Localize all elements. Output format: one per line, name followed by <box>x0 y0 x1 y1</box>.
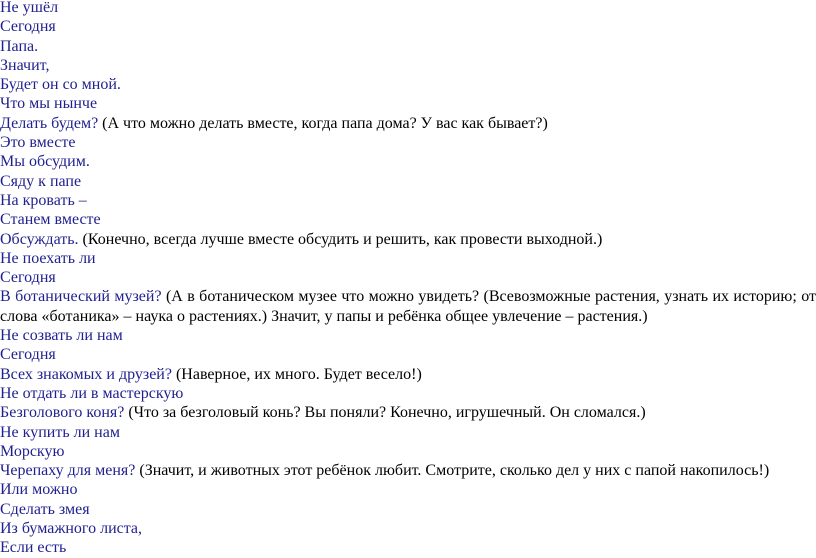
poem-line: Не поехать ли <box>0 249 96 267</box>
text-line <box>0 114 816 133</box>
poem-line: Сегодня <box>0 269 56 287</box>
text-line <box>0 210 816 229</box>
poem-line: Что мы нынче <box>0 95 98 113</box>
text-line <box>0 94 816 113</box>
text-line <box>0 249 816 268</box>
text-line <box>0 403 816 422</box>
comment-text: (Что за безголовый конь? Вы поняли? Конечно, игрушечный. Он сломался.) <box>124 404 646 422</box>
text-line <box>0 0 816 17</box>
poem-line: Морскую <box>0 442 65 460</box>
text-line <box>0 37 816 56</box>
text-line <box>0 230 816 249</box>
text-line <box>0 326 816 345</box>
poem-line: Если есть <box>0 539 67 557</box>
poem-line: Не созвать ли нам <box>0 327 123 345</box>
poem-line: Сделать змея <box>0 500 90 518</box>
comment-text: (Значит, и животных этот ребёнок любит. Смотрите, сколько дел у них с папой накопилось!) <box>135 462 770 480</box>
poem-line: Делать будем? <box>0 114 99 132</box>
poem-line: Не ушёл <box>0 0 59 16</box>
text-line <box>0 442 816 461</box>
text-line <box>0 56 816 75</box>
text-line <box>0 133 816 152</box>
poem-line: Не купить ли нам <box>0 423 120 441</box>
poem-line: Мы обсудим. <box>0 153 90 171</box>
text-line <box>0 461 816 480</box>
comment-text: (Конечно, всегда лучше вместе обсудить и решить, как провести выходной.) <box>78 230 603 248</box>
poem-line: Черепаху для меня? <box>0 462 136 480</box>
text-line <box>0 287 816 326</box>
comment-text: (А что можно делать вместе, когда папа дома? У вас как бывает?) <box>98 114 548 132</box>
poem-line: Безголового коня? <box>0 404 125 422</box>
poem-line: Из бумажного листа, <box>0 520 143 538</box>
text-line <box>0 345 816 364</box>
poem-line: Или можно <box>0 481 78 499</box>
text-line <box>0 384 816 403</box>
poem-line: Значит, <box>0 56 50 74</box>
comment-text: (Наверное, их много. Будет весело!) <box>171 365 422 383</box>
poem-line: Сяду к папе <box>0 172 82 190</box>
text-line <box>0 172 816 191</box>
text-line <box>0 365 816 384</box>
poem-line: Станем вместе <box>0 211 101 229</box>
poem-line: Обсуждать. <box>0 230 79 248</box>
poem-line: В ботанический музей? <box>0 288 162 306</box>
poem-line: Будет он со мной. <box>0 76 121 94</box>
text-line <box>0 268 816 287</box>
poem-line: Сегодня <box>0 346 56 364</box>
poem-line: Всех знакомых и друзей? <box>0 365 172 383</box>
text-line <box>0 152 816 171</box>
poem-line: Это вместе <box>0 134 76 152</box>
text-line <box>0 423 816 442</box>
text-line <box>0 191 816 210</box>
text-line <box>0 538 816 557</box>
poem-line: Сегодня <box>0 18 56 36</box>
poem-line: На кровать – <box>0 191 87 209</box>
comment-text: (А в ботаническом музее что можно увидеть? (Всевозможные растения, узнать их историю; от слова «ботаника» – наука о растениях.) Значит, у папы и ребёнка общее увлечение – растения.) <box>0 288 816 325</box>
text-line <box>0 17 816 36</box>
poem-line: Не отдать ли в мастерскую <box>0 384 184 402</box>
text-line <box>0 500 816 519</box>
poem-line: Папа. <box>0 37 39 55</box>
text-line <box>0 75 816 94</box>
text-line <box>0 480 816 499</box>
